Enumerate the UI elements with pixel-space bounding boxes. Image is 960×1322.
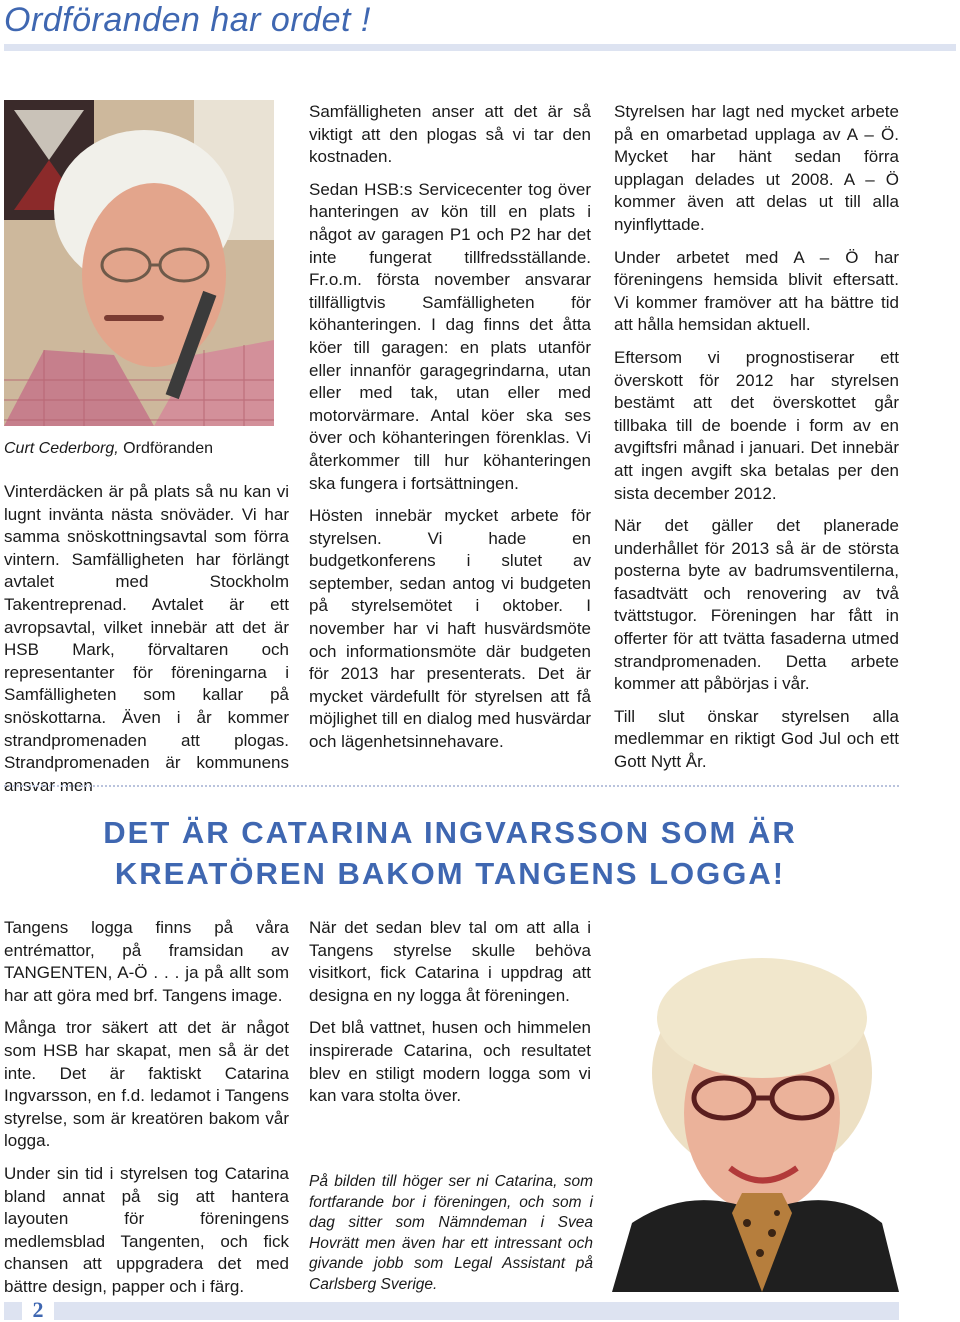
headline-line-1: DET ÄR CATARINA INGVARSSON SOM ÄR [103,815,797,850]
chairman-photo [4,100,274,426]
page-number: 2 [22,1298,54,1322]
headline-line-2: KREATÖREN BAKOM TANGENS LOGGA! [114,856,786,891]
section1-column-1 [4,481,289,807]
paragraph: Sedan HSB:s Servicecenter tog över hanteringen av kön till en plats i något av garagen P1 och P2 har det inte fungerat tillfredsställande. Fr.o.m. första november ansvarar tillfälligtvis Samfälligheten för köhanteringen. I dag finns det åtta köer till garagen: en plats utanför eller innanför garagegrindarna, utan eller med tak, utan eller med motorvärmare. Antal köer ska ses över och köhanteringen förenklas. Vi återkommer till hur köhanteringen ska fungera i fortsättningen. [309,179,591,493]
paragraph: Hösten innebär mycket arbete för styrelsen. Vi hade en budgetkonferens i slutet av september, sedan antog vi budgeten på styrelsemötet i oktober. I november har vi haft husvärdsmöte och informationsmöte där budgeten för 2013 har presenterats. Det är mycket värdefullt för styrelsen att få möjlighet till en dialog med husvärdar och lägenhetsinnehavare. [309,506,591,752]
paragraph: Styrelsen har lagt ned mycket arbete på en omarbetad upplaga av A – Ö. Mycket har hänt sedan förra upplagan delades ut 2008. A – Ö kommer även att delas ut till alla nyinflyttade. [614,102,899,234]
paragraph: När det gäller det planerade underhållet för 2013 så är de största posterna byte av badrumsventilerna, fasadtvätt och renovering av två tvättstugor. Föreningen har fått in offerter för att tvätta fasaderna utmed strandpromenaden. Detta arbete kommer att påbörjas i vår. [614,516,899,694]
paragraph: Till slut önskar styrelsen alla medlemmar en riktigt God Jul och ett Gott Nytt År. [614,706,899,772]
header-rule [4,44,956,51]
chairman-photo-caption [4,440,213,458]
catarina-photo [612,923,899,1292]
paragraph: Under arbetet med A – Ö har föreningens hemsida blivit eftersatt. Vi kommer framöver att ha bättre tid att hålla hemsidan aktuell. [614,247,899,335]
page-title: Ordföranden har ordet ! [4,1,371,39]
article-headline [60,812,840,894]
caption-name: Curt Cederborg, [4,440,119,457]
section2-column-2 [309,917,591,1118]
caption-role: Ordföranden [118,440,213,457]
paragraph: Vinterdäcken är på plats så nu kan vi lugnt invänta nästa snöväder. Vi har samma snöskottningsavtal som förra vintern. Samfälligheten har förlängt avtalet med Stockholm Takentreprenad. Avtalet är ett avropsavtal, vilket innebär att det är HSB Mark, förvaltaren och representanter för föreningarna i Samfälligheten som kallar på snöskottarna. Även i år kommer strandpromenaden att plogas. Strandpromenaden är kommunens ansvar men [4,482,289,795]
section1-column-2 [309,101,591,764]
paragraph: Det blå vattnet, husen och himmelen inspirerade Catarina, och resultatet blev en stiligt modern logga som vi kan vara stolta över. [309,1018,591,1106]
paragraph: Många tror säkert att det är något som HSB har skapat, men så är det inte. Det är faktiskt Catarina Ingvarsson, en f.d. ledamot i Tangens styrelse, som är kreatören bakom vår logga. [4,1018,289,1151]
paragraph: Samfälligheten anser att det är så viktigt att den plogas så vi tar den kostnaden. [309,102,591,167]
catarina-photo-caption: På bilden till höger ser ni Catarina, som fortfarande bor i föreningen, och som i dag sitter som Nämndeman i Svea Hovrätt men även har ett intressant och givande jobb som Legal Assistant på Carlsberg Sverige. [309,1173,593,1293]
paragraph: Under sin tid i styrelsen tog Catarina bland annat på sig att hantera layouten för föreningens medlemsblad Tangenten, och fick chansen att uppgradera det med bättre design, papper och i färg. [4,1163,289,1296]
section-divider [4,785,899,787]
section2-column-1 [4,917,289,1309]
paragraph: Eftersom vi prognostiserar ett överskott för 2012 har styrelsen bestämt att det överskottet går tillbaka till de boende i form av en avgiftsfri månad i januari. Det innebär att ingen avgift ska betalas per den sista december 2012. [614,347,899,503]
paragraph: Tangens logga finns på våra entrémattor, på framsidan av TANGENTEN, A-Ö . . . ja på allt som har att göra med brf. Tangens image. [4,918,289,1005]
paragraph: När det sedan blev tal om att alla i Tangens styrelse skulle behöva visitkort, fick Catarina i uppdrag att designa en ny logga åt föreningen. [309,918,591,1005]
section1-column-3 [614,101,899,784]
footer-bar [4,1302,899,1320]
